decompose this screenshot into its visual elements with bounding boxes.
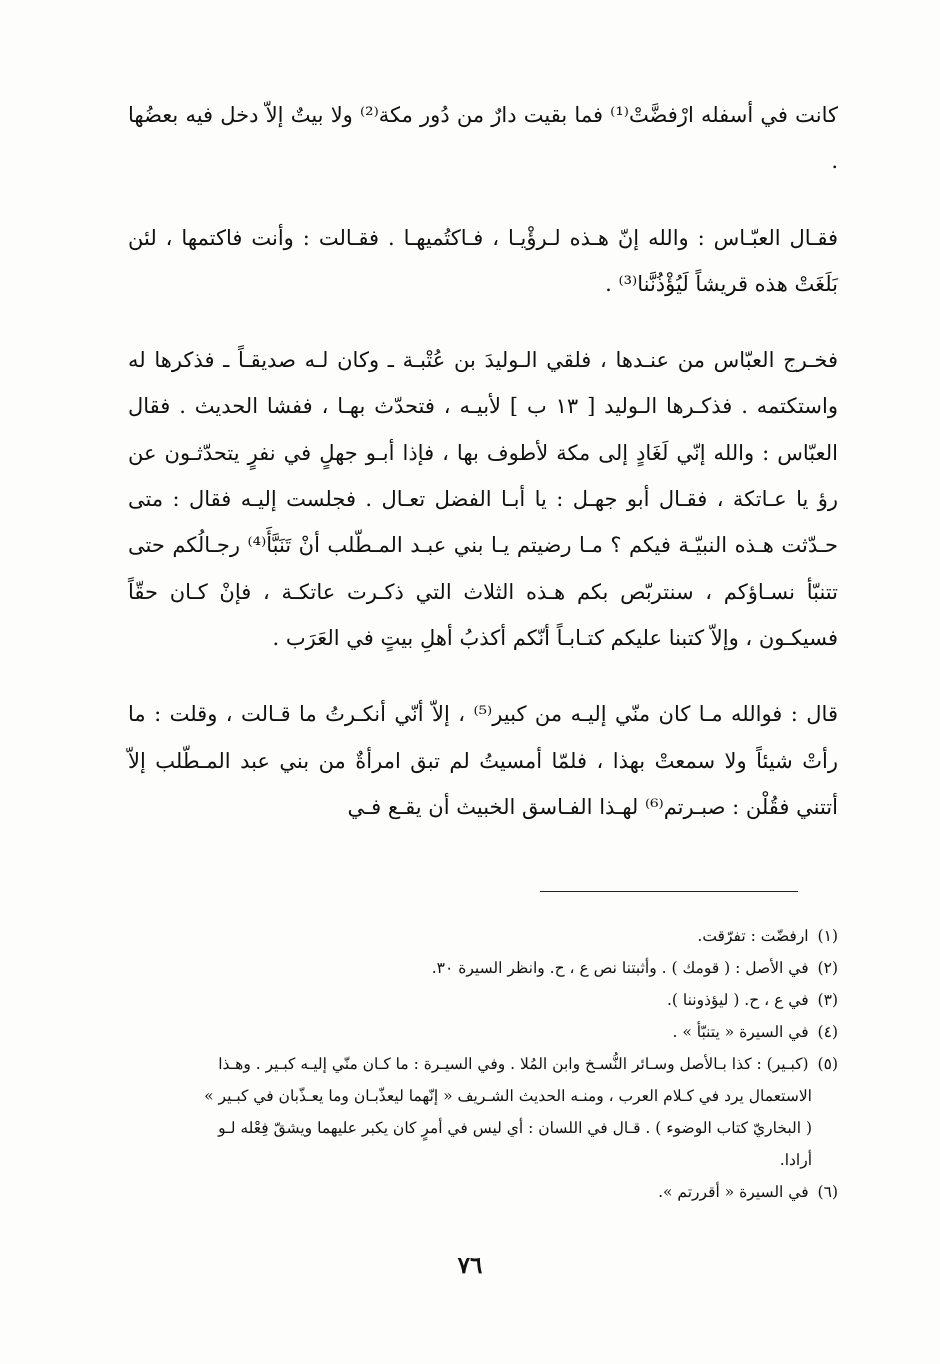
footnote-text: في السيرة « أقررتم ». (658, 1183, 809, 1201)
footnote-text: أرادا. (779, 1151, 812, 1169)
footnote-text: في ع ، ح. ( ليؤذوننا ). (667, 991, 809, 1009)
footnote-number: (٦) (817, 1183, 838, 1201)
footnote-5 (128, 1048, 838, 1080)
footnote-text: (كبـير) : كذا بـالأصل وسـائر النُّسـخ وابن المُلا . وفي السيـرة : ما كـان منّي إليـه كبـير . وهـذا (218, 1055, 809, 1073)
paragraph: كانت في أسفله ارْفضَّتْ⁽¹⁾ فما بقيت دارٌ من دُور مكة⁽²⁾ ولا بيتٌ إلاّ دخل فيه بعضُها . (128, 103, 839, 174)
footnote-6 (128, 1176, 838, 1208)
footnote-5-line-4 (128, 1144, 838, 1176)
footnote-number: (٣) (817, 991, 838, 1009)
footnote-1 (128, 920, 838, 952)
footnote-text: ارفضّت : تفرّقت. (697, 927, 809, 945)
main-text (128, 92, 838, 830)
footnote-text: في الأصل : ( قومك ) . وأثبتنا نص ع ، ح. وانظر السيرة ٣٠. (431, 959, 809, 977)
footnote-text: في السيرة « يتنبّأ » . (672, 1023, 809, 1041)
footnote-4 (128, 1016, 838, 1048)
footnote-5-line-3 (128, 1112, 838, 1144)
footnote-number: (٤) (817, 1023, 838, 1041)
footnote-5-line-2 (128, 1080, 838, 1112)
page-number: ٧٦ (457, 1252, 483, 1279)
paragraph: فقـال العبّـاس : والله إنّ هـذه لـرؤْيـا ، فـاكتُميهـا . فقـالت : وأنت فاكتمها ، لئن بَلَغَتْ هذه قريشاً لَيُؤْذُنَّنا⁽³⁾ . (128, 225, 838, 296)
footnote-separator (540, 891, 798, 892)
footnotes (128, 920, 838, 1208)
footnote-number: (٢) (817, 959, 838, 977)
footnote-2 (128, 952, 838, 984)
footnote-number: (١) (817, 927, 838, 945)
footnote-text: ( البخاريّ كتاب الوضوء ) . قـال في اللسان : أي ليس في أمرٍ كان يكبر عليهما ويشقّ فِعْله لـو (218, 1119, 812, 1137)
footnote-3 (128, 984, 838, 1016)
paragraph: فخـرج العبّاس من عنـدها ، فلقي الـوليدَ بن عُتْبـة ـ وكان لـه صديقـاً ـ فذكرها له واستكتمه . فذكـرها الـوليد [ ١٣ ب ] لأبيـه ، فتحدّث بهـا ، ففشا الحديث . فقال العبّاس : والله إنّي لَغَادٍ إلى مكة لأطوف بها ، فإذا أبـو جهلٍ في نفرٍ يتحدّثـون عن رؤ يا عـاتكة ، فقـال أبو جهـل : يا أبـا الفضل تعـال . فجلست إليـه فقال : متى حـدّثت هـذه النبيّـة فيكم ؟ مـا رضيتم يـا بني عبـد المـطّلب أنْ تَنَبَّأَ⁽⁴⁾ رجـالُكم حتى تتنبّأ نسـاؤكم ، سنتربّص بكم هـذه الثلاث التي ذكـرت عاتكـة ، فإنْ كـان حقّاً فسيكـون ، وإلاّ كتبنا عليكم كتـابـاً أنّكم أكذبُ أهلِ بيتٍ في العَرَب . (128, 348, 838, 650)
paragraph: قال : فوالله مـا كان منّي إليـه من كبير⁽⁵⁾ ، إلاّ أنّي أنكـرتُ ما قـالت ، وقلت : ما رأتْ شيئاً ولا سمعتْ بهذا ، فلمّا أمسيتُ لم تبق امرأةٌ من بني عبد المـطّلب إلاّ أتتني فقُلْن : صبـرتم⁽⁶⁾ لهـذا الفـاسق الخبيث أن يقـع فـي (128, 702, 838, 819)
footnote-number: (٥) (817, 1055, 838, 1073)
footnote-text: الاستعمال يرد في كـلام العرب ، ومنـه الحديث الشـريف « إنّهما ليعذّبـان وما يعـذّبان في كبـير » (204, 1087, 812, 1105)
